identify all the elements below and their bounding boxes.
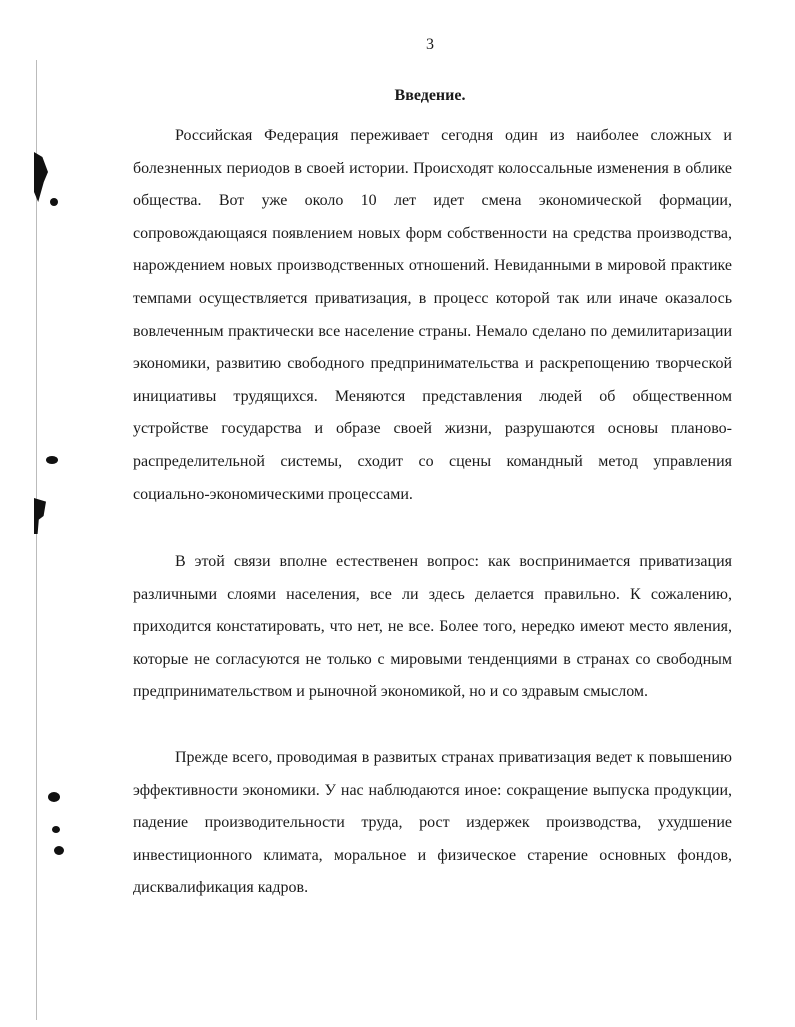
paragraph: Российская Федерация переживает сегодня один из наиболее сложных и болезненных периодов в своей истории. Происходят колоссальные изменения в облике общества. Вот уже около 10 лет идет смена экономической формации, сопровождающаяся появлением новых форм собственности на средства производства, нарождением новых производственных отношений. Невиданными в мировой практике темпами осуществляется приватизация, в процесс которой так или иначе оказалось вовлеченным практически все население страны. Немало сделано по демилитаризации экономики, развитию свободного предпринимательства и раскрепощению творческой инициативы трудящихся. Меняются представления людей об общественном устройстве государства и образе своей жизни, разрушаются основы планово-распределительной системы, сходит со сцены командный метод управления социально-экономическими процессами. <box>133 127 732 503</box>
scan-mark <box>52 826 60 833</box>
scan-mark <box>46 456 58 464</box>
paragraph: В этой связи вполне естественен вопрос: как воспринимается приватизация различными слоями населения, все ли здесь делается правильно. К сожалению, приходится констатировать, что нет, не все. Более того, нередко имеют место явления, которые не согласуются не только с мировыми тенденциями в странах со свободным предпринимательством и рыночной экономикой, но и со здравым смыслом. <box>133 553 732 701</box>
scan-mark <box>54 846 64 855</box>
scan-mark <box>34 498 46 534</box>
page-number: 3 <box>426 36 434 53</box>
scan-mark <box>50 198 58 206</box>
paragraph: Прежде всего, проводимая в развитых странах приватизация ведет к повышению эффективности экономики. У нас наблюдаются иное: сокращение выпуска продукции, падение производительности труда, рост издержек производства, ухудшение инвестиционного климата, моральное и физическое старение основных фондов, дисквалификация кадров. <box>133 749 732 897</box>
scan-mark <box>34 152 48 202</box>
scan-edge-line <box>36 60 37 1020</box>
scan-mark <box>48 792 60 802</box>
section-heading: Введение. <box>394 87 466 104</box>
